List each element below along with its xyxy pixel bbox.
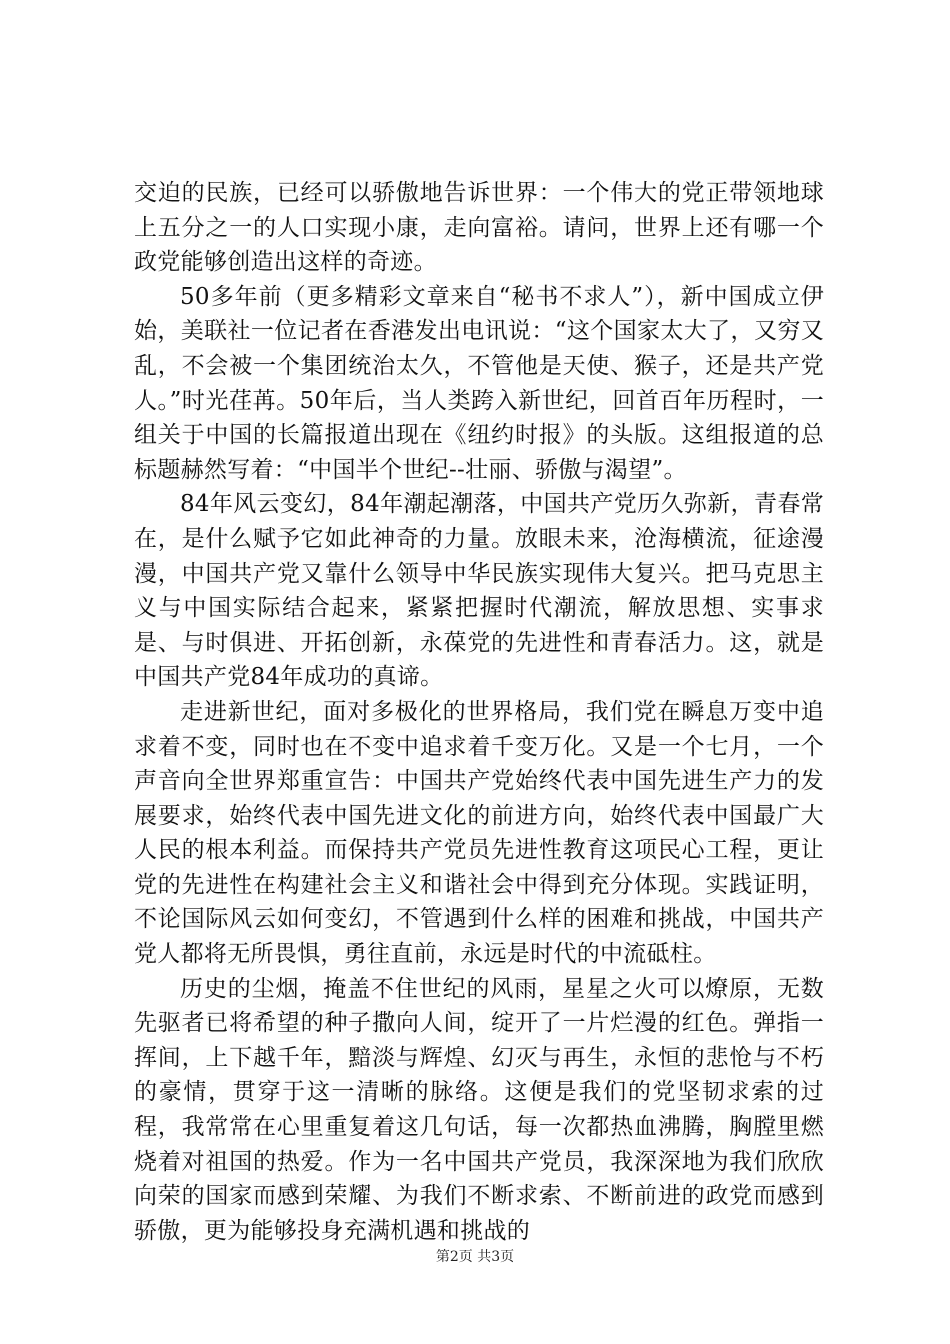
- paragraph-4: 走进新世纪，面对多极化的世界格局，我们党在瞬息万变中追求着不变，同时也在不变中追求着千变万化。又是一个七月，一个声音向全世界郑重宣告：中国共产党始终代表中国先进生产力的发展要求，始终代表中国先进文化的前进方向，始终代表中国最广大人民的根本利益。而保持共产党员先进性教育这项民心工程，更让党的先进性在构建社会主义和谐社会中得到充分体现。实践证明，不论国际风云如何变幻，不管遇到什么样的困难和挑战，中国共产党人都将无所畏惧，勇往直前，永远是时代的中流砥柱。: [134, 698, 824, 968]
- document-body: [134, 176, 824, 1248]
- paragraph-2: 50多年前（更多精彩文章来自“秘书不求人”），新中国成立伊始，美联社一位记者在香港发出电讯说：“这个国家太大了，又穷又乱，不会被一个集团统治太久，不管他是天使、猴子，还是共产党人。”时光荏苒。50年后，当人类跨入新世纪，回首百年历程时，一组关于中国的长篇报道出现在《纽约时报》的头版。这组报道的总标题赫然写着：“中国半个世纪--壮丽、骄傲与渴望”。: [134, 283, 824, 483]
- paragraph-3: 84年风云变幻，84年潮起潮落，中国共产党历久弥新，青春常在，是什么赋予它如此神奇的力量。放眼未来，沧海横流，征途漫漫，中国共产党又靠什么领导中华民族实现伟大复兴。把马克思主义与中国实际结合起来，紧紧把握时代潮流，解放思想、实事求是、与时俱进、开拓创新，永葆党的先进性和青春活力。这，就是中国共产党84年成功的真谛。: [134, 491, 824, 691]
- paragraph-1: 交迫的民族，已经可以骄傲地告诉世界：一个伟大的党正带领地球上五分之一的人口实现小康，走向富裕。请问，世界上还有哪一个政党能够创造出这样的奇迹。: [134, 180, 824, 276]
- page-footer: 第2页 共3页: [435, 1249, 515, 1265]
- paragraph-5: 历史的尘烟，掩盖不住世纪的风雨，星星之火可以燎原，无数先驱者已将希望的种子撒向人间，绽开了一片烂漫的红色。弹指一挥间，上下越千年，黯淡与辉煌、幻灭与再生，永恒的悲怆与不朽的豪情，贯穿于这一清晰的脉络。这便是我们的党坚韧求索的过程，我常常在心里重复着这几句话，每一次都热血沸腾，胸膛里燃烧着对祖国的热爱。作为一名中国共产党员，我深深地为我们欣欣向荣的国家而感到荣耀、为我们不断求索、不断前进的政党而感到骄傲，更为能够投身充满机遇和挑战的: [134, 975, 824, 1244]
